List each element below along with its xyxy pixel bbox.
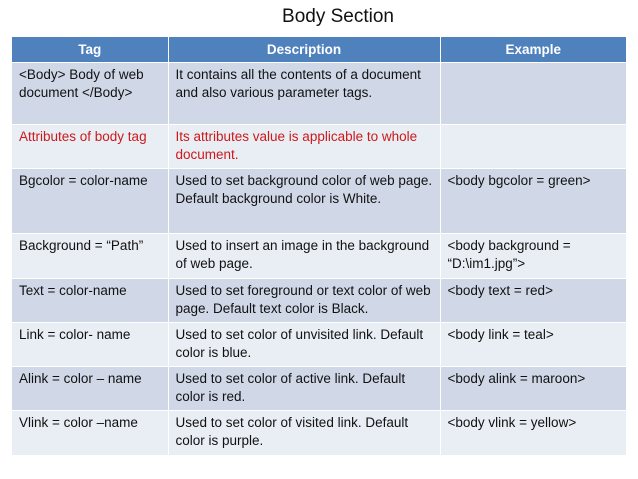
table-row	[12, 63, 626, 125]
table-row	[12, 169, 626, 234]
cell-description: It contains all the contents of a document and also various parameter tags.	[168, 63, 440, 125]
cell-tag: Link = color- name	[12, 323, 168, 367]
cell-tag: Bgcolor = color-name	[12, 169, 168, 234]
cell-example: <body bgcolor = green>	[440, 169, 626, 234]
cell-description: Its attributes value is applicable to whole document.	[168, 125, 440, 169]
cell-tag: <Body> Body of web document </Body>	[12, 63, 168, 125]
table-row	[12, 125, 626, 169]
column-header-tag: Tag	[12, 37, 168, 63]
table-row	[12, 367, 626, 411]
cell-description: Used to set color of visited link. Default color is purple.	[168, 411, 440, 455]
cell-description: Used to set foreground or text color of web page. Default text color is Black.	[168, 279, 440, 323]
cell-example: <body link = teal>	[440, 323, 626, 367]
column-header-example: Example	[440, 37, 626, 63]
table-header-row	[12, 37, 626, 63]
cell-example	[440, 63, 626, 125]
cell-example: <body alink = maroon>	[440, 367, 626, 411]
cell-description: Used to insert an image in the background of web page.	[168, 234, 440, 279]
cell-description: Used to set background color of web page. Default background color is White.	[168, 169, 440, 234]
table-row	[12, 411, 626, 455]
cell-example: <body vlink = yellow>	[440, 411, 626, 455]
cell-example: <body background = “D:\im1.jpg”>	[440, 234, 626, 279]
cell-tag: Vlink = color –name	[12, 411, 168, 455]
column-header-description: Description	[168, 37, 440, 63]
cell-description: Used to set color of unvisited link. Default color is blue.	[168, 323, 440, 367]
body-section-table	[12, 37, 626, 455]
table-row	[12, 279, 626, 323]
cell-tag: Background = “Path”	[12, 234, 168, 279]
page-title: Body Section	[282, 6, 394, 27]
cell-example	[440, 125, 626, 169]
cell-description: Used to set color of active link. Default color is red.	[168, 367, 440, 411]
cell-example: <body text = red>	[440, 279, 626, 323]
cell-tag: Alink = color – name	[12, 367, 168, 411]
cell-tag: Attributes of body tag	[12, 125, 168, 169]
table-row	[12, 234, 626, 279]
table-row	[12, 323, 626, 367]
cell-tag: Text = color-name	[12, 279, 168, 323]
